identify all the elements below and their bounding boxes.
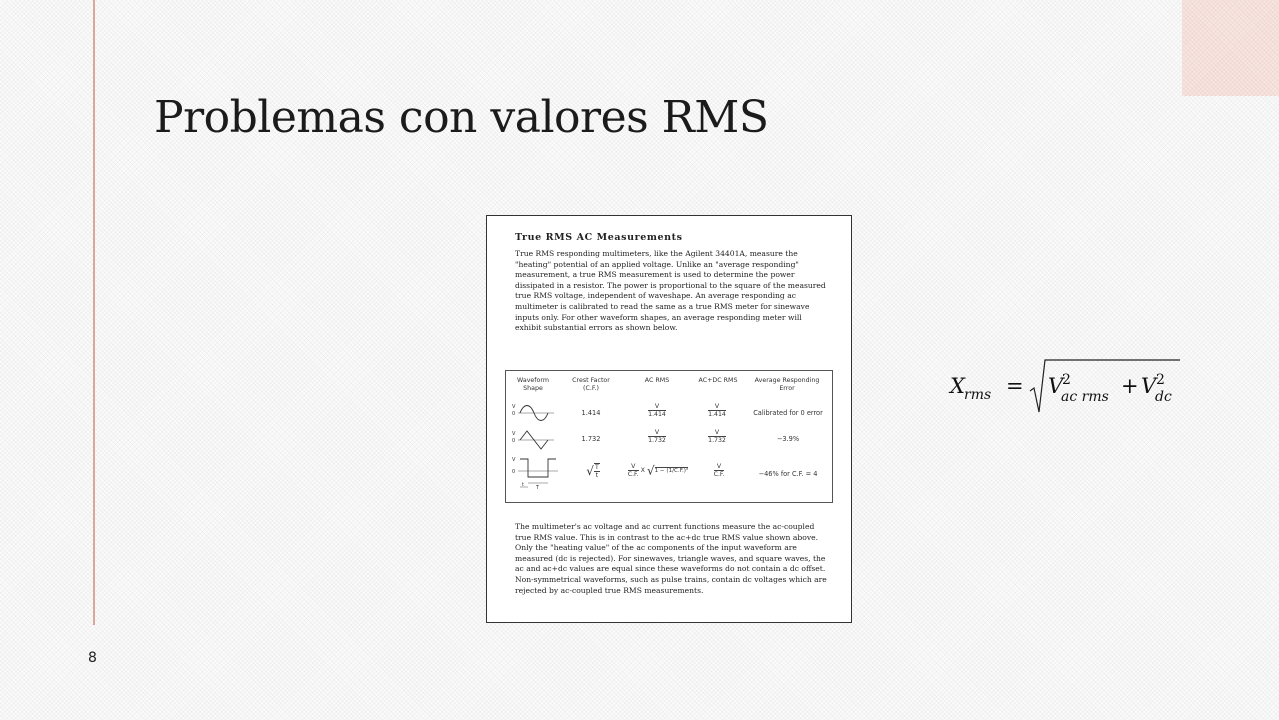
slide-title: Problemas con valores RMS — [154, 92, 769, 143]
ac-rms-triangle: $\frac{V}{1.732}$ — [648, 429, 666, 444]
table-header-avg-error: Average Responding Error — [754, 377, 820, 392]
slide-left-rule — [93, 0, 95, 625]
scanned-document-image — [486, 215, 852, 623]
svg-text:0: 0 — [512, 411, 516, 417]
formula-term2-sup: 2 — [1156, 372, 1165, 388]
ac-rms-sine: $\frac{V}{1.414}$ — [648, 403, 666, 418]
formula-term1: V — [1048, 374, 1064, 398]
formula-lhs: X — [950, 374, 965, 398]
crest-factor-sine: 1.414 — [581, 409, 601, 417]
document-heading: True RMS AC Measurements — [515, 232, 683, 243]
waveform-table — [505, 370, 833, 503]
svg-text:V: V — [512, 404, 516, 410]
document-paragraph-1: True RMS responding multimeters, like the Agilent 34401A, measure the "heating" potential of an applied voltage. Unlike an "average responding" measurement, a true RMS measurement is used to determine the power dissipated in a resistor. The power is proportional to the square of the measured true RMS voltage, independent of waveshape. An average responding ac multimeter is calibrated to read the same as a true RMS meter for sinewave inputs only. For other waveform shapes, an average responding meter will exhibit substantial errors as shown below. — [515, 249, 826, 333]
svg-text:T: T — [536, 485, 540, 491]
corner-decoration — [1182, 0, 1279, 96]
svg-text:0: 0 — [512, 438, 516, 444]
formula-lhs-sub: rms — [964, 387, 992, 403]
error-triangle: −3.9% — [776, 435, 800, 443]
table-header-ac-rms: AC RMS — [644, 377, 670, 384]
formula-term2-sub: dc — [1155, 389, 1172, 405]
document-paragraph-2: The multimeter's ac voltage and ac current functions measure the ac-coupled true RMS value. This is in contrast to the ac+dc true RMS value shown above. Only the "heating value" of the ac components of the input waveform are measured (dc is rejected). For sinewaves, triangle waves, and square waves, the ac and ac+dc values are equal since these waveforms do not contain a dc offset. Non-symmetrical waveforms, such as pulse trains, contain dc voltages which are rejected by ac-coupled true RMS measurements. — [515, 522, 827, 595]
acdc-rms-pulse: $\frac{V}{C.F.}$ — [713, 463, 725, 478]
error-sine: Calibrated for 0 error — [753, 409, 823, 417]
formula-plus: + — [1121, 374, 1139, 398]
crest-factor-pulse: √ $\frac{T}{t}$ — [586, 464, 599, 479]
pulse-waveform-icon — [512, 455, 562, 491]
rms-formula — [948, 357, 1188, 417]
table-header-waveform: Waveform Shape — [517, 377, 549, 392]
ac-rms-pulse: $\frac{V}{C.F.}$ X √1 − (1/C.F.)² — [627, 463, 689, 478]
svg-text:0: 0 — [512, 469, 516, 475]
triangle-waveform-icon — [512, 428, 556, 450]
formula-term2: V — [1141, 374, 1157, 398]
slide-page-number: 8 — [88, 650, 97, 666]
formula-equals: = — [1006, 374, 1024, 398]
svg-text:V: V — [512, 431, 516, 437]
svg-text:t: t — [522, 482, 524, 488]
rms-formula-equation — [948, 357, 1188, 417]
error-pulse: −46% for C.F. = 4 — [758, 470, 818, 478]
svg-text:V: V — [512, 457, 516, 463]
sine-waveform-icon — [512, 401, 556, 423]
formula-term1-sub: ac rms — [1061, 389, 1109, 405]
acdc-rms-triangle: $\frac{V}{1.732}$ — [708, 429, 726, 444]
table-header-crest-factor: Crest Factor (C.F.) — [572, 377, 610, 392]
table-header-acdc-rms: AC+DC RMS — [698, 377, 738, 384]
acdc-rms-sine: $\frac{V}{1.414}$ — [708, 403, 726, 418]
formula-term1-sup: 2 — [1062, 372, 1071, 388]
crest-factor-triangle: 1.732 — [581, 435, 601, 443]
